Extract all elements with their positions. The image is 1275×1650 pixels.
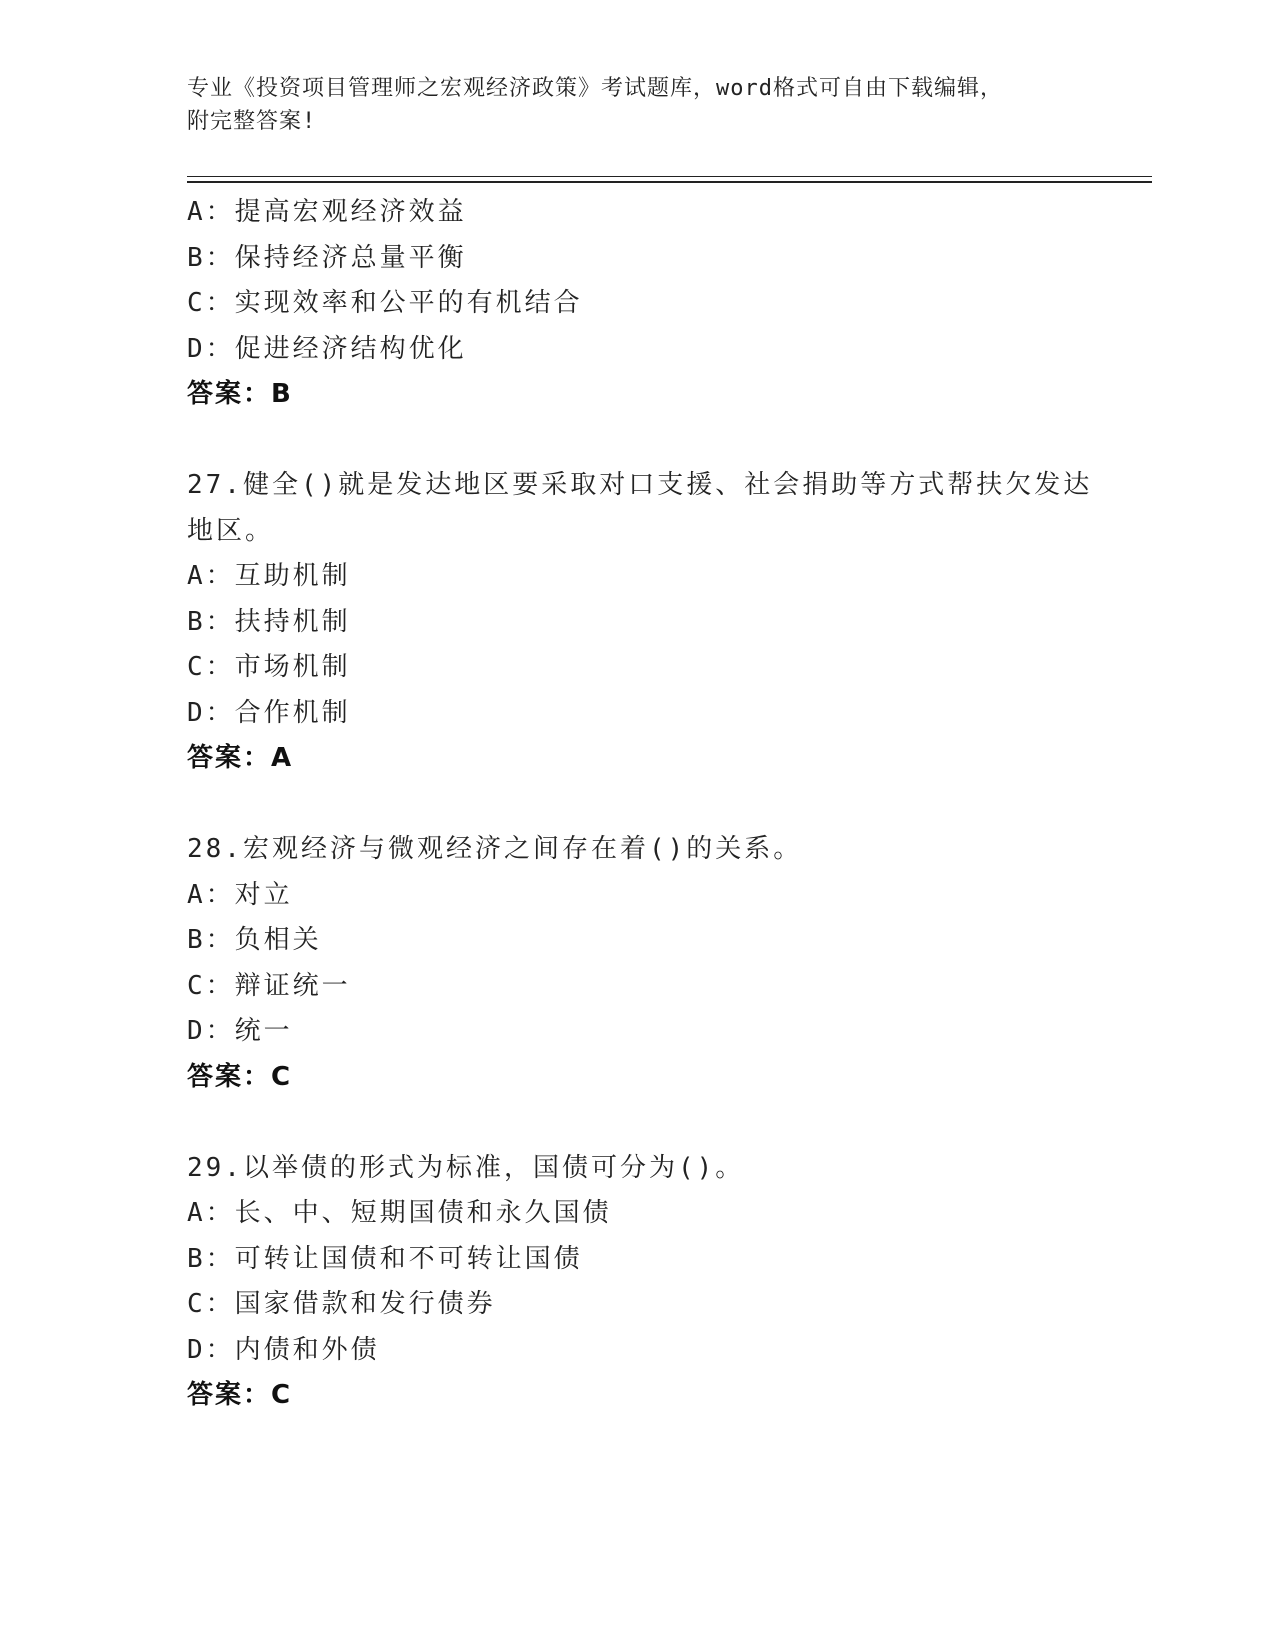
header-divider-thick — [187, 181, 1152, 183]
option-b: B：可转让国债和不可转让国债 — [187, 1243, 583, 1274]
option-c: C：实现效率和公平的有机结合 — [187, 288, 583, 318]
option-b: B：扶持机制 — [187, 606, 351, 637]
question-28 — [187, 827, 1087, 1100]
answer-line: 答案：B — [187, 379, 293, 409]
option-d: D：统一 — [187, 1016, 293, 1046]
header-line-2: 附完整答案! — [187, 109, 317, 134]
question-stem: 29.以举债的形式为标准，国债可分为()。 — [187, 1152, 745, 1183]
spacer — [187, 1100, 1087, 1146]
option-c: C：辩证统一 — [187, 970, 351, 1001]
header-divider-thin — [187, 176, 1152, 177]
question-stem: 28.宏观经济与微观经济之间存在着()的关系。 — [187, 834, 803, 864]
question-stem-line-1: 27.健全()就是发达地区要采取对口支援、社会捐助等方式帮扶欠发达 — [187, 470, 1093, 500]
answer-line: 答案：C — [187, 1380, 293, 1410]
question-26 — [187, 190, 1087, 418]
question-stem-line-2: 地区。 — [187, 515, 275, 546]
answer-line: 答案：C — [187, 1061, 293, 1092]
option-a: A：长、中、短期国债和永久国债 — [187, 1198, 612, 1228]
question-29 — [187, 1146, 1087, 1419]
spacer — [187, 782, 1087, 828]
option-a: A：对立 — [187, 879, 293, 910]
option-d: D：内债和外债 — [187, 1334, 380, 1365]
answer-line: 答案：A — [187, 743, 294, 773]
option-d: D：合作机制 — [187, 697, 351, 728]
option-c: C：国家借款和发行债券 — [187, 1289, 496, 1319]
option-d: D：促进经济结构优化 — [187, 333, 467, 364]
header-line-1: 专业《投资项目管理师之宏观经济政策》考试题库，word格式可自由下载编辑， — [187, 76, 1003, 101]
option-a: A：提高宏观经济效益 — [187, 197, 467, 227]
option-b: B：保持经济总量平衡 — [187, 242, 467, 273]
option-c: C：市场机制 — [187, 652, 351, 682]
option-a: A：互助机制 — [187, 561, 351, 591]
spacer — [187, 418, 1087, 464]
option-b: B：负相关 — [187, 925, 322, 955]
question-27 — [187, 463, 1093, 782]
question-list — [187, 190, 1093, 1419]
document-header — [187, 72, 1087, 138]
